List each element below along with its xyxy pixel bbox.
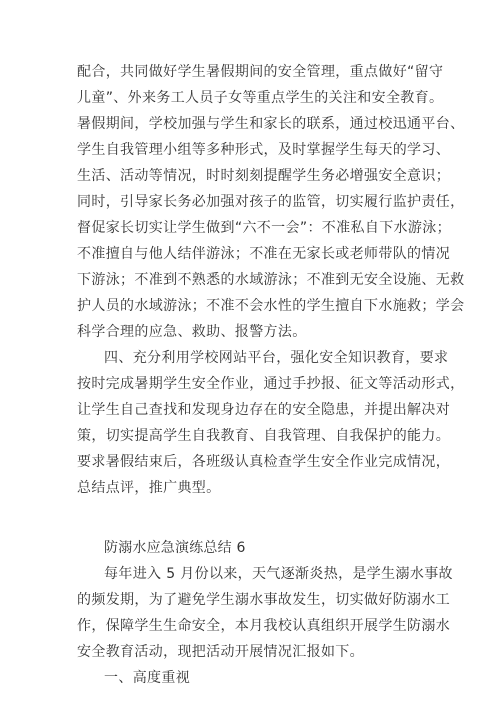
paragraph-line: 总结点评，推广典型。: [77, 480, 221, 496]
paragraph-line: 安全教育活动，现把活动开展情况汇报如下。: [77, 644, 364, 660]
section-title: 防溺水应急演练总结 6: [104, 540, 246, 556]
paragraph-line: 策，切实提高学生自我教育、自我管理、自我保护的能力。: [77, 428, 451, 444]
paragraph-line: 督促家长切实让学生做到“六不一会”：不准私自下水游泳；: [77, 220, 451, 236]
paragraph-line: 作，保障学生生命安全，本月我校认真组织开展学生防溺水: [77, 618, 451, 634]
paragraph-line: 的频发期，为了避免学生溺水事故发生，切实做好防溺水工: [77, 592, 451, 608]
paragraph-line: 儿童”、外来务工人员子女等重点学生的关注和安全教育。: [77, 90, 444, 106]
paragraph-line: 暑假期间，学校加强与学生和家长的联系，通过校迅通平台、: [77, 116, 465, 132]
paragraph-line: 科学合理的应急、救助、报警方法。: [77, 324, 307, 340]
subheading: 一、高度重视: [104, 670, 191, 686]
paragraph-line: 学生自我管理小组等多种形式，及时掌握学生每天的学习、: [77, 142, 451, 158]
paragraph-line: 让学生自己查找和发现身边存在的安全隐患，并提出解决对: [77, 402, 451, 418]
paragraph-line: 不准擅自与他人结伴游泳；不准在无家长或老师带队的情况: [77, 246, 451, 262]
paragraph-line: 四、充分利用学校网站平台，强化安全知识教育，要求: [104, 350, 449, 366]
paragraph-line: 配合，共同做好学生暑假期间的安全管理，重点做好“留守: [77, 64, 444, 80]
paragraph-line: 生活、活动等情况，时时刻刻提醒学生务必增强安全意识；: [77, 168, 451, 184]
paragraph-line: 护人员的水域游泳；不准不会水性的学生擅自下水施救；学会: [77, 298, 465, 314]
paragraph-line: 要求暑假结束后，各班级认真检查学生安全作业完成情况，: [77, 454, 451, 470]
paragraph-line: 每年进入 5 月份以来，天气逐渐炎热，是学生溺水事故: [104, 566, 453, 582]
paragraph-line: 按时完成暑期学生安全作业，通过手抄报、征文等活动形式，: [77, 376, 465, 392]
paragraph-line: 同时，引导家长务必加强对孩子的监管，切实履行监护责任，: [77, 194, 465, 210]
paragraph-line: 下游泳；不准到不熟悉的水域游泳；不准到无安全设施、无救: [77, 272, 465, 288]
